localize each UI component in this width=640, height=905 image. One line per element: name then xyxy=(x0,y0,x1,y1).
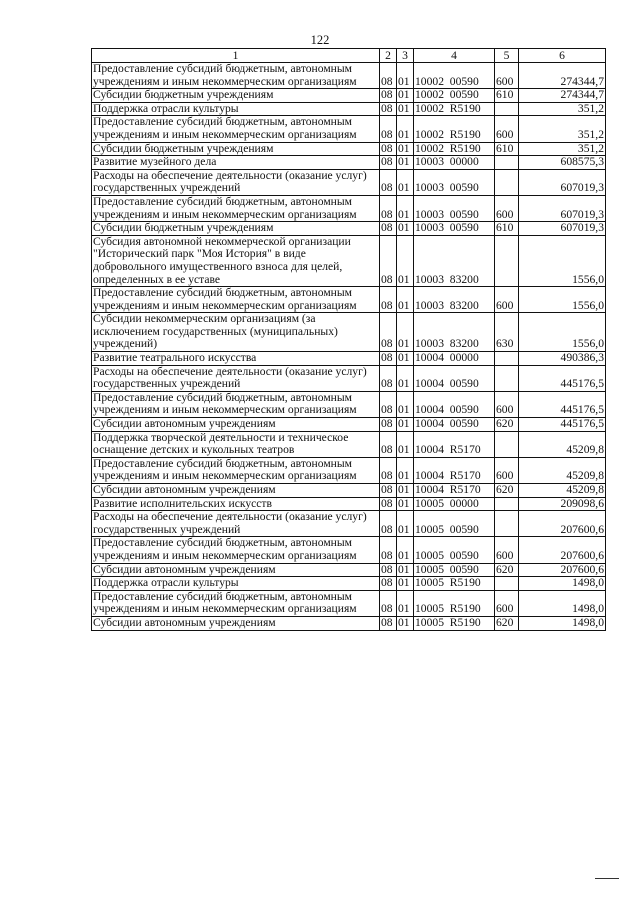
row-amount: 207600,6 xyxy=(519,563,606,577)
table-row xyxy=(92,195,606,221)
row-subsection: 01 xyxy=(397,235,414,286)
table-row xyxy=(92,590,606,616)
header-col-name: 1 xyxy=(92,49,380,63)
row-section: 08 xyxy=(380,391,397,417)
row-subsection: 01 xyxy=(397,313,414,352)
row-expense-type: 630 xyxy=(495,313,519,352)
table-row xyxy=(92,577,606,591)
row-subsection: 01 xyxy=(397,511,414,537)
row-target-article: 10003 83200 xyxy=(414,287,495,313)
row-section: 08 xyxy=(380,142,397,156)
row-target-article: 10005 00590 xyxy=(414,511,495,537)
row-section: 08 xyxy=(380,222,397,236)
row-name: Предоставление субсидий бюджетным, автономным учреждениям и иным некоммерческим организациям xyxy=(92,590,380,616)
row-target-article: 10004 00590 xyxy=(414,391,495,417)
row-subsection: 01 xyxy=(397,365,414,391)
row-subsection: 01 xyxy=(397,577,414,591)
row-subsection: 01 xyxy=(397,222,414,236)
row-expense-type xyxy=(495,169,519,195)
row-target-article: 10002 00590 xyxy=(414,63,495,89)
table-row xyxy=(92,102,606,116)
row-expense-type xyxy=(495,577,519,591)
table-row xyxy=(92,563,606,577)
row-expense-type xyxy=(495,156,519,170)
row-subsection: 01 xyxy=(397,142,414,156)
table-row xyxy=(92,511,606,537)
row-expense-type: 600 xyxy=(495,116,519,142)
row-target-article: 10005 R5190 xyxy=(414,616,495,630)
row-name: Предоставление субсидий бюджетным, автономным учреждениям и иным некоммерческим организациям xyxy=(92,195,380,221)
row-name: Предоставление субсидий бюджетным, автономным учреждениям и иным некоммерческим организациям xyxy=(92,537,380,563)
row-name: Развитие музейного дела xyxy=(92,156,380,170)
row-section: 08 xyxy=(380,511,397,537)
row-expense-type: 610 xyxy=(495,222,519,236)
table-row xyxy=(92,352,606,366)
row-expense-type: 600 xyxy=(495,457,519,483)
row-section: 08 xyxy=(380,563,397,577)
table-row xyxy=(92,484,606,498)
row-amount: 607019,3 xyxy=(519,169,606,195)
row-target-article: 10003 00000 xyxy=(414,156,495,170)
row-section: 08 xyxy=(380,235,397,286)
header-col-amount: 6 xyxy=(519,49,606,63)
table-row xyxy=(92,235,606,286)
row-amount: 1556,0 xyxy=(519,235,606,286)
row-section: 08 xyxy=(380,457,397,483)
row-section: 08 xyxy=(380,156,397,170)
row-target-article: 10002 R5190 xyxy=(414,116,495,142)
row-expense-type: 600 xyxy=(495,287,519,313)
row-expense-type xyxy=(495,497,519,511)
row-name: Предоставление субсидий бюджетным, автономным учреждениям и иным некоммерческим организациям xyxy=(92,116,380,142)
table-row xyxy=(92,156,606,170)
page-number: 122 xyxy=(310,33,330,47)
row-amount: 1556,0 xyxy=(519,287,606,313)
row-section: 08 xyxy=(380,616,397,630)
row-section: 08 xyxy=(380,577,397,591)
row-subsection: 01 xyxy=(397,484,414,498)
row-expense-type: 600 xyxy=(495,391,519,417)
row-subsection: 01 xyxy=(397,616,414,630)
row-expense-type xyxy=(495,102,519,116)
table-row xyxy=(92,222,606,236)
header-col-section: 2 xyxy=(380,49,397,63)
row-expense-type: 600 xyxy=(495,195,519,221)
table-row xyxy=(92,287,606,313)
row-name: Предоставление субсидий бюджетным, автономным учреждениям и иным некоммерческим организациям xyxy=(92,63,380,89)
header-col-target-article: 4 xyxy=(414,49,495,63)
row-amount: 490386,3 xyxy=(519,352,606,366)
row-amount: 207600,6 xyxy=(519,537,606,563)
row-expense-type xyxy=(495,235,519,286)
row-subsection: 01 xyxy=(397,418,414,432)
row-expense-type: 610 xyxy=(495,89,519,103)
row-amount: 274344,7 xyxy=(519,63,606,89)
row-name: Поддержка отрасли культуры xyxy=(92,102,380,116)
table-header-row xyxy=(92,49,606,63)
row-name: Субсидии автономным учреждениям xyxy=(92,616,380,630)
row-target-article: 10002 R5190 xyxy=(414,142,495,156)
table-row xyxy=(92,616,606,630)
table-row xyxy=(92,365,606,391)
row-name: Субсидии некоммерческим организациям (за исключением государственных (муниципальных) учреждений) xyxy=(92,313,380,352)
row-amount: 607019,3 xyxy=(519,222,606,236)
row-amount: 445176,5 xyxy=(519,391,606,417)
row-subsection: 01 xyxy=(397,431,414,457)
row-target-article: 10005 R5190 xyxy=(414,577,495,591)
row-section: 08 xyxy=(380,484,397,498)
row-expense-type: 620 xyxy=(495,563,519,577)
row-expense-type xyxy=(495,431,519,457)
row-target-article: 10003 83200 xyxy=(414,313,495,352)
row-section: 08 xyxy=(380,365,397,391)
row-name: Субсидии бюджетным учреждениям xyxy=(92,89,380,103)
table-body xyxy=(92,63,606,631)
row-section: 08 xyxy=(380,102,397,116)
table-row xyxy=(92,89,606,103)
row-section: 08 xyxy=(380,497,397,511)
row-name: Субсидии автономным учреждениям xyxy=(92,418,380,432)
table-row xyxy=(92,116,606,142)
row-subsection: 01 xyxy=(397,63,414,89)
footer-line xyxy=(595,878,619,879)
row-subsection: 01 xyxy=(397,563,414,577)
row-section: 08 xyxy=(380,352,397,366)
row-target-article: 10004 00590 xyxy=(414,365,495,391)
row-amount: 608575,3 xyxy=(519,156,606,170)
row-target-article: 10003 00590 xyxy=(414,195,495,221)
row-name: Расходы на обеспечение деятельности (оказание услуг) государственных учреждений xyxy=(92,365,380,391)
row-amount: 209098,6 xyxy=(519,497,606,511)
row-amount: 351,2 xyxy=(519,102,606,116)
row-target-article: 10005 00000 xyxy=(414,497,495,511)
row-name: Поддержка творческой деятельности и техническое оснащение детских и кукольных театров xyxy=(92,431,380,457)
row-expense-type xyxy=(495,365,519,391)
row-name: Субсидии бюджетным учреждениям xyxy=(92,222,380,236)
row-section: 08 xyxy=(380,63,397,89)
row-name: Субсидия автономной некоммерческой организации "Исторический парк "Моя История" в виде добровольного имущественного взноса для целей, определенных в ее уставе xyxy=(92,235,380,286)
row-subsection: 01 xyxy=(397,102,414,116)
row-section: 08 xyxy=(380,89,397,103)
row-target-article: 10005 00590 xyxy=(414,537,495,563)
table-row xyxy=(92,142,606,156)
row-amount: 1556,0 xyxy=(519,313,606,352)
row-target-article: 10004 00590 xyxy=(414,418,495,432)
row-target-article: 10003 00590 xyxy=(414,222,495,236)
row-amount: 45209,8 xyxy=(519,431,606,457)
table-row xyxy=(92,313,606,352)
table-row xyxy=(92,497,606,511)
row-target-article: 10005 R5190 xyxy=(414,590,495,616)
row-name: Предоставление субсидий бюджетным, автономным учреждениям и иным некоммерческим организациям xyxy=(92,457,380,483)
row-expense-type: 620 xyxy=(495,484,519,498)
row-subsection: 01 xyxy=(397,195,414,221)
row-name: Развитие театрального искусства xyxy=(92,352,380,366)
row-expense-type: 620 xyxy=(495,616,519,630)
table-row xyxy=(92,418,606,432)
header-col-subsection: 3 xyxy=(397,49,414,63)
row-subsection: 01 xyxy=(397,352,414,366)
row-expense-type: 610 xyxy=(495,142,519,156)
row-amount: 45209,8 xyxy=(519,484,606,498)
table-row xyxy=(92,63,606,89)
row-expense-type: 600 xyxy=(495,63,519,89)
row-section: 08 xyxy=(380,313,397,352)
table-row xyxy=(92,169,606,195)
table-row xyxy=(92,457,606,483)
row-expense-type: 600 xyxy=(495,537,519,563)
row-amount: 207600,6 xyxy=(519,511,606,537)
row-target-article: 10004 R5170 xyxy=(414,484,495,498)
row-name: Субсидии бюджетным учреждениям xyxy=(92,142,380,156)
row-amount: 607019,3 xyxy=(519,195,606,221)
row-expense-type: 600 xyxy=(495,590,519,616)
row-section: 08 xyxy=(380,418,397,432)
row-subsection: 01 xyxy=(397,116,414,142)
row-name: Субсидии автономным учреждениям xyxy=(92,484,380,498)
row-section: 08 xyxy=(380,195,397,221)
row-target-article: 10004 00000 xyxy=(414,352,495,366)
table-row xyxy=(92,391,606,417)
row-target-article: 10002 R5190 xyxy=(414,102,495,116)
row-subsection: 01 xyxy=(397,89,414,103)
row-subsection: 01 xyxy=(397,537,414,563)
row-name: Предоставление субсидий бюджетным, автономным учреждениям и иным некоммерческим организациям xyxy=(92,287,380,313)
row-name: Развитие исполнительских искусств xyxy=(92,497,380,511)
row-subsection: 01 xyxy=(397,391,414,417)
row-name: Субсидии автономным учреждениям xyxy=(92,563,380,577)
row-target-article: 10004 R5170 xyxy=(414,457,495,483)
row-amount: 1498,0 xyxy=(519,616,606,630)
row-target-article: 10002 00590 xyxy=(414,89,495,103)
row-subsection: 01 xyxy=(397,497,414,511)
row-subsection: 01 xyxy=(397,590,414,616)
header-col-expense-type: 5 xyxy=(495,49,519,63)
row-subsection: 01 xyxy=(397,287,414,313)
row-section: 08 xyxy=(380,116,397,142)
row-target-article: 10003 00590 xyxy=(414,169,495,195)
row-expense-type: 620 xyxy=(495,418,519,432)
row-expense-type xyxy=(495,352,519,366)
row-target-article: 10003 83200 xyxy=(414,235,495,286)
row-section: 08 xyxy=(380,169,397,195)
row-section: 08 xyxy=(380,537,397,563)
row-amount: 445176,5 xyxy=(519,418,606,432)
row-name: Расходы на обеспечение деятельности (оказание услуг) государственных учреждений xyxy=(92,169,380,195)
row-name: Расходы на обеспечение деятельности (оказание услуг) государственных учреждений xyxy=(92,511,380,537)
row-amount: 351,2 xyxy=(519,142,606,156)
row-section: 08 xyxy=(380,590,397,616)
row-section: 08 xyxy=(380,287,397,313)
row-amount: 45209,8 xyxy=(519,457,606,483)
row-name: Поддержка отрасли культуры xyxy=(92,577,380,591)
row-amount: 1498,0 xyxy=(519,590,606,616)
row-name: Предоставление субсидий бюджетным, автономным учреждениям и иным некоммерческим организациям xyxy=(92,391,380,417)
row-amount: 351,2 xyxy=(519,116,606,142)
row-target-article: 10005 00590 xyxy=(414,563,495,577)
row-subsection: 01 xyxy=(397,457,414,483)
row-section: 08 xyxy=(380,431,397,457)
row-subsection: 01 xyxy=(397,156,414,170)
row-amount: 445176,5 xyxy=(519,365,606,391)
row-target-article: 10004 R5170 xyxy=(414,431,495,457)
row-subsection: 01 xyxy=(397,169,414,195)
budget-table xyxy=(91,48,606,631)
row-expense-type xyxy=(495,511,519,537)
row-amount: 1498,0 xyxy=(519,577,606,591)
table-row xyxy=(92,537,606,563)
table-row xyxy=(92,431,606,457)
row-amount: 274344,7 xyxy=(519,89,606,103)
